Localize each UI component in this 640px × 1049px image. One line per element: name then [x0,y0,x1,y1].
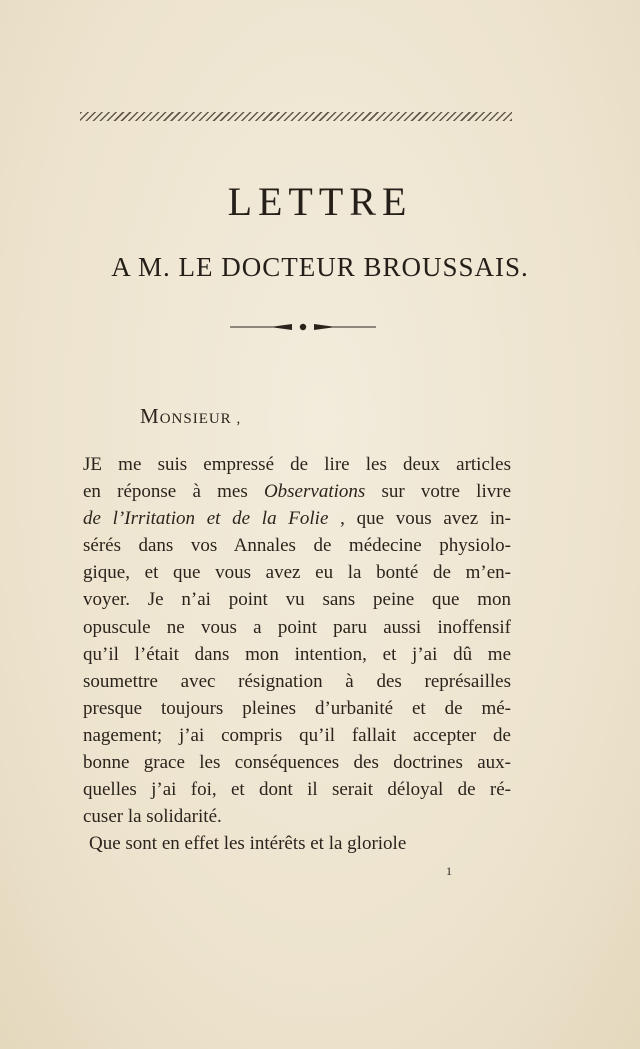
text-segment: me suis empressé de lire les deux articles [102,454,511,475]
text-line [83,749,511,776]
text-line [83,478,511,505]
text-segment: soumettre avec résignation à des représailles [83,670,511,692]
body-text [83,451,511,857]
text-segment: nagement; j’ai compris qu’il fallait accepter de [83,724,511,746]
text-segment: sur votre livre [365,481,511,503]
text-line [83,722,511,749]
text-segment: bonne grace les conséquences des doctrines aux- [83,752,511,774]
text-line [83,830,511,857]
text-line [83,451,511,478]
text-line [83,559,511,586]
text-line [83,803,511,830]
text-line [83,505,511,532]
text-line [83,668,511,695]
page-number: 1 [446,864,452,878]
text-segment: E [90,454,103,475]
salutation [140,404,241,429]
salutation-initial: M [140,404,160,428]
text-segment: presque toujours pleines d’urbanité et de mé- [83,697,511,719]
text-line [83,532,511,559]
page-title: LETTRE [227,179,413,224]
text-segment: quelles j’ai foi, et dont il serait déloyal de ré- [83,779,511,801]
header-ornament-band [80,112,512,121]
text-segment: opuscule ne vous a point paru aussi inoffensif [83,616,511,638]
text-segment: J [83,454,91,475]
text-segment: , que vous avez in- [328,508,511,530]
text-segment: Que sont en effet les intérêts et la gloriole [89,833,407,855]
page-subtitle: A M. LE DOCTEUR BROUSSAIS. [111,252,529,282]
text-line [83,586,511,613]
text-line [83,695,511,722]
text-segment: cuser la solidarité. [83,806,222,828]
text-segment: Observations [263,481,366,503]
text-segment: qu’il l’était dans mon intention, et j’ai dû me [83,643,511,665]
text-segment: sérés dans vos Annales de médecine physiolo- [83,535,511,557]
text-segment: de l’Irritation et de la Folie [83,508,329,530]
salutation-rest: ONSIEUR , [159,411,242,427]
text-segment: voyer. Je n’ai point vu sans peine que mon [83,589,511,611]
divider-ornament [230,320,376,334]
text-line [83,614,511,641]
text-line [83,641,511,668]
text-segment: en réponse à mes [83,481,264,503]
text-line [83,776,511,803]
text-segment: gique, et que vous avez eu la bonté de m’en- [83,562,511,584]
